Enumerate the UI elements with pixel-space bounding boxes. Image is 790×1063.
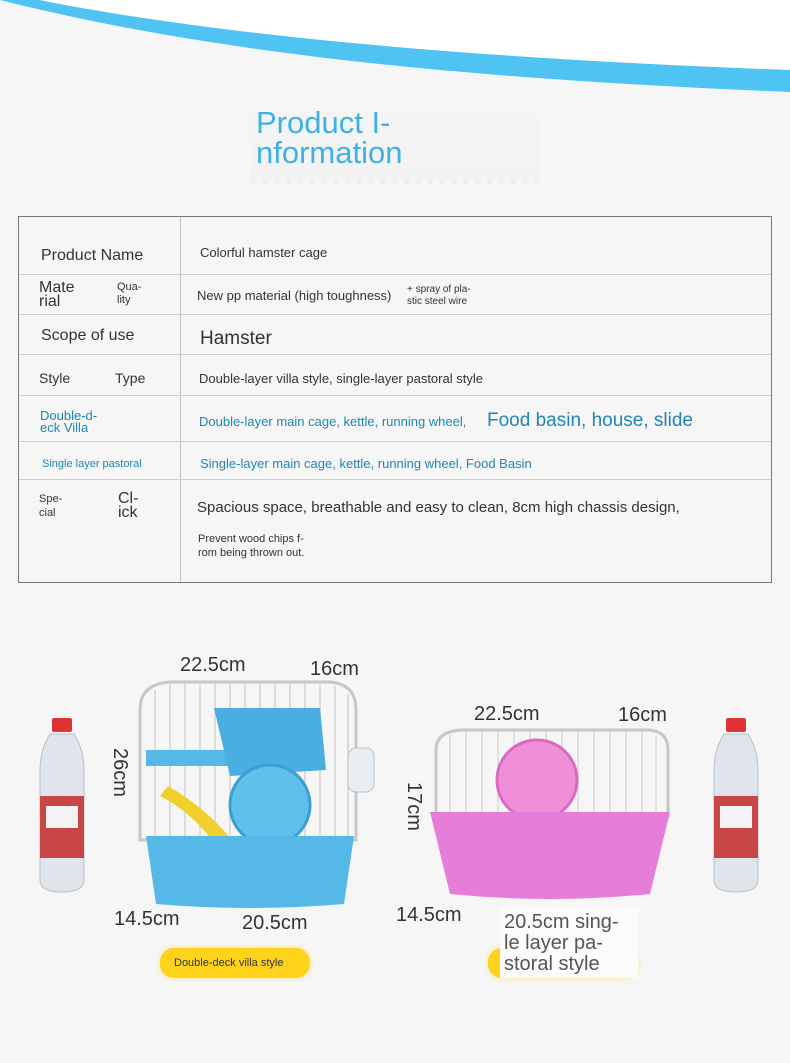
row-label-a: Spe- cial — [39, 493, 63, 519]
double-deck-cage-image — [140, 682, 374, 908]
row-value-extra: Prevent wood chips f- rom being thrown out. — [198, 533, 305, 559]
row-value-extra: Food basin, house, slide — [487, 410, 693, 431]
row-value: Hamster — [200, 328, 272, 349]
single-depth-label: 16cm — [618, 704, 667, 726]
double-height-label: 26cm — [109, 748, 131, 797]
table-row — [19, 217, 771, 275]
water-bottle-left-image — [40, 718, 84, 892]
row-value-extra: + spray of pla- stic steel wire — [407, 284, 471, 307]
row-label-a: Style — [39, 370, 71, 386]
row-label-b: Qua- lity — [117, 281, 142, 306]
row-label-b: Type — [115, 370, 146, 386]
double-base-width-label: 20.5cm — [242, 912, 308, 934]
row-label: Scope of use — [41, 327, 135, 344]
double-width-label: 22.5cm — [180, 654, 246, 676]
table-row — [19, 396, 771, 442]
product-illustration-area — [0, 600, 790, 1063]
top-wave-decoration — [0, 0, 790, 100]
page-title: Product I- nformation — [256, 105, 403, 170]
row-label: Double-d- eck Villa — [40, 408, 98, 435]
row-label: Product Name — [41, 247, 144, 264]
table-row — [19, 275, 771, 315]
single-layer-cage-image — [430, 730, 670, 899]
water-bottle-right-image — [714, 718, 758, 892]
table-row — [19, 480, 771, 584]
table-row — [19, 442, 771, 480]
row-label-a: Mate rial — [39, 279, 75, 310]
product-info-table — [18, 216, 772, 583]
single-height-label: 17cm — [403, 782, 425, 831]
row-value: New pp material (high toughness) — [197, 288, 392, 303]
table-row — [19, 355, 771, 396]
row-value: Double-layer villa style, single-layer pastoral style — [199, 371, 483, 386]
row-value: Double-layer main cage, kettle, running wheel, — [199, 414, 467, 429]
single-base-depth-label: 14.5cm — [396, 904, 462, 926]
row-value: Spacious space, breathable and easy to clean, 8cm high chassis design, — [197, 499, 680, 516]
row-label-b: Cl- ick — [118, 490, 139, 521]
row-value: Colorful hamster cage — [200, 245, 328, 260]
single-layer-caption: 20.5cm sing- le layer pa- storal style — [500, 908, 638, 978]
row-value: Single-layer main cage, kettle, running wheel, Food Basin — [200, 456, 532, 471]
single-width-label: 22.5cm — [474, 703, 540, 725]
double-base-depth-label: 14.5cm — [114, 908, 180, 930]
double-depth-label: 16cm — [310, 658, 359, 680]
double-deck-caption-badge: Double-deck villa style — [160, 948, 310, 978]
row-label: Single layer pastoral — [42, 458, 142, 470]
table-row — [19, 315, 771, 355]
